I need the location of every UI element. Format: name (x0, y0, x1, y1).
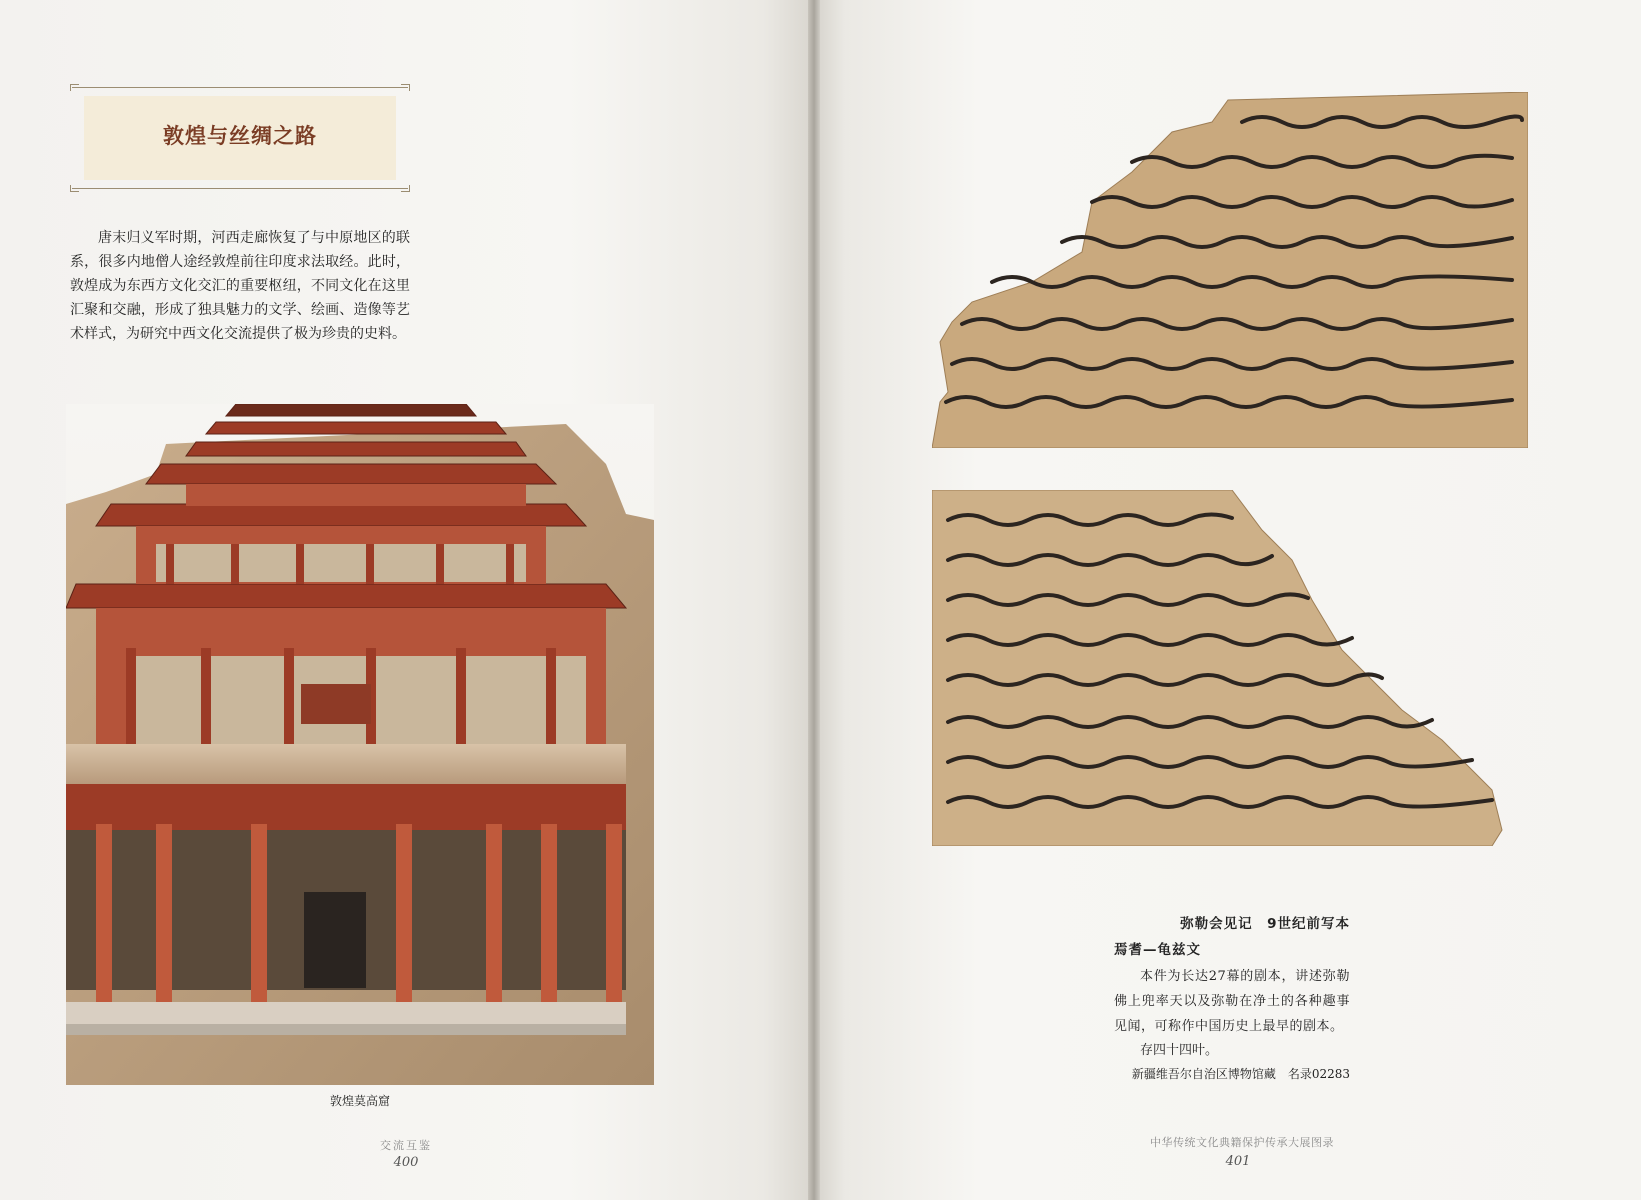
section-body-text: 唐末归义军时期，河西走廊恢复了与中原地区的联系，很多内地僧人途经敦煌前往印度求法取经。此时，敦煌成为东西方文化交汇的重要枢纽，不同文化在这里汇聚和交融，形成了独具魅力的文学、绘画、造像等艺术样式，为研究中西文化交流提供了极为珍贵的史料。 (70, 230, 410, 342)
book-gutter (808, 0, 820, 1200)
item-extent: 存四十四叶。 (1140, 1043, 1219, 1058)
corner-ornament (401, 84, 410, 91)
mogao-caves-photo (66, 404, 654, 1085)
corner-ornament (401, 185, 410, 192)
running-footer: 交流互鉴 (380, 1139, 432, 1152)
page-number: 401 (1225, 1154, 1251, 1169)
photo-caption: 敦煌莫高窟 (329, 1094, 390, 1108)
manuscript-leaf-top (932, 92, 1528, 448)
title-border-bottom (72, 188, 408, 189)
corner-ornament (70, 185, 79, 192)
running-footer: 中华传统文化典籍保护传承大展图录 (1150, 1136, 1334, 1149)
corner-ornament (70, 84, 79, 91)
item-caption (1114, 912, 1350, 1085)
left-page (0, 0, 812, 1200)
section-title: 敦煌与丝绸之路 (163, 123, 317, 148)
title-border-top (72, 87, 408, 88)
page-number: 400 (393, 1155, 419, 1170)
item-title: 弥勒会见记 9世纪前写本 (1180, 916, 1350, 932)
item-description: 本件为长达27幕的剧本，讲述弥勒佛上兜率天以及弥勒在净土的各种趣事见闻，可称作中国历史上最早的剧本。 (1114, 969, 1350, 1034)
manuscript-leaf-bottom (932, 490, 1528, 846)
right-page (812, 0, 1641, 1200)
item-holding: 新疆维吾尔自治区博物馆藏 名录02283 (1131, 1067, 1350, 1081)
item-subtitle: 焉耆—龟兹文 (1114, 942, 1201, 958)
section-title-box (72, 84, 408, 192)
